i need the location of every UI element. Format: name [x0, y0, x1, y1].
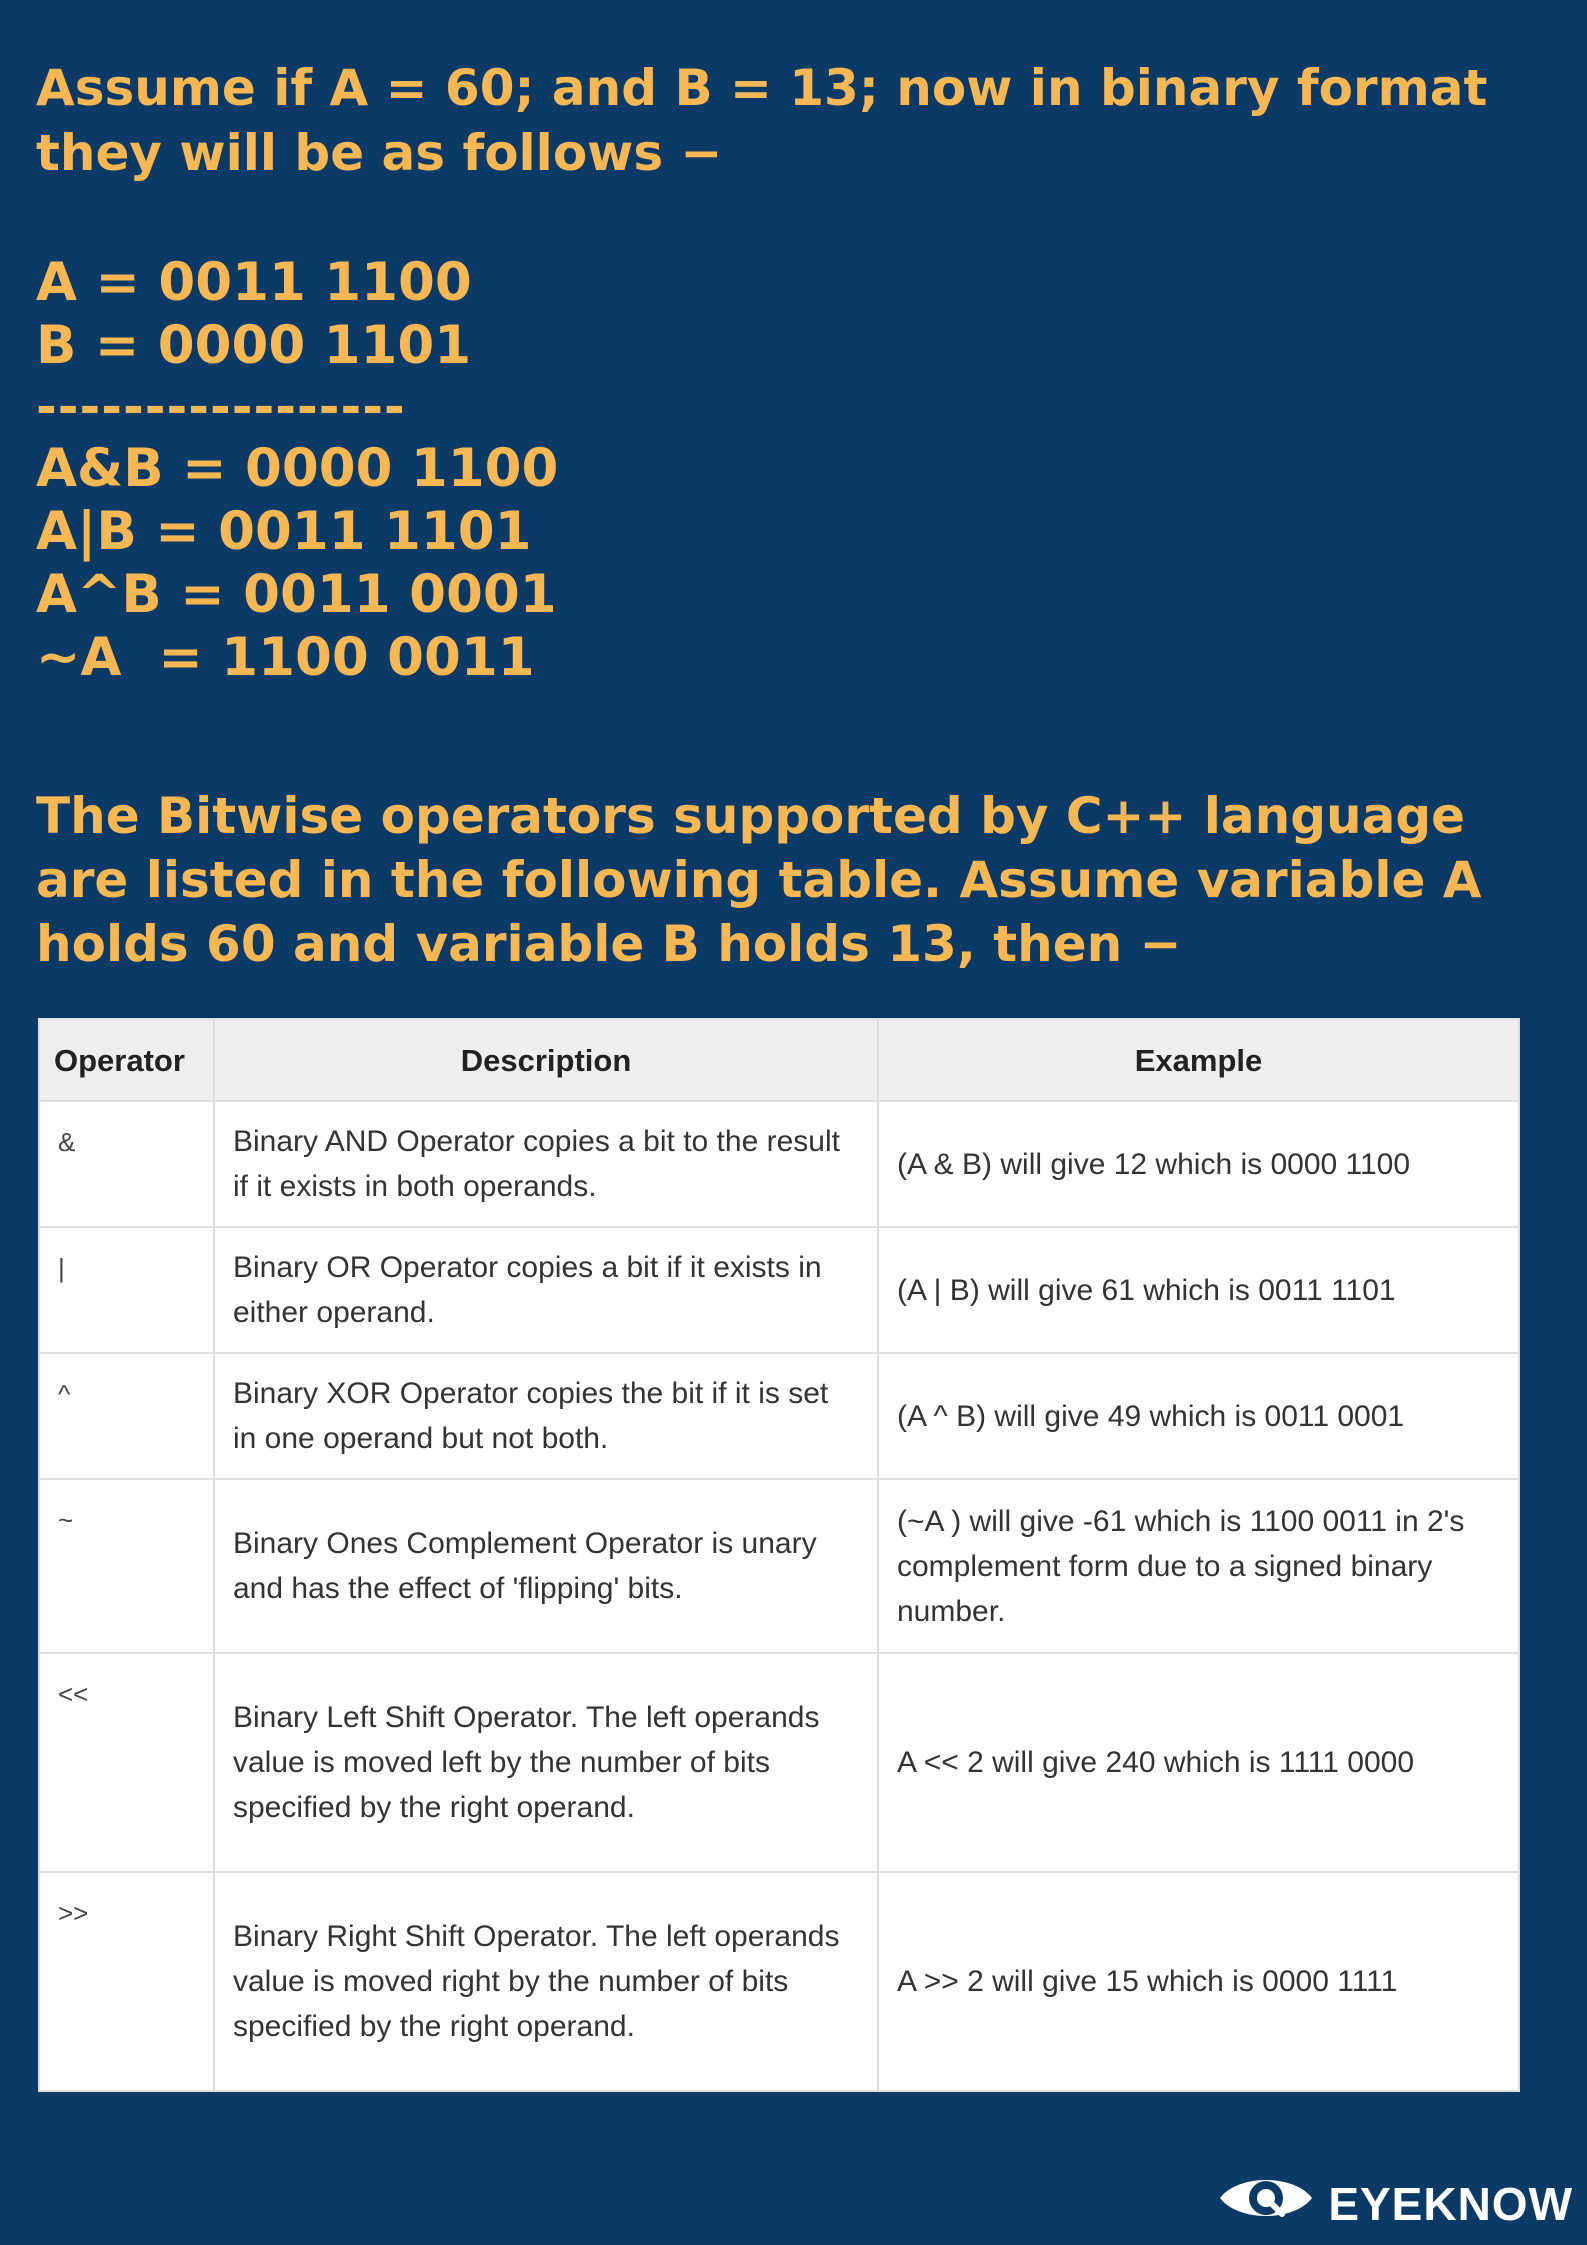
- divider-dashes: -----------------: [36, 378, 406, 436]
- intro-block: [36, 56, 1566, 689]
- cell-description: Binary Right Shift Operator. The left operands value is moved right by the number of bits specified by the right operand.: [214, 1872, 878, 2091]
- header-example: Example: [878, 1019, 1519, 1101]
- cell-example: (~A ) will give -61 which is 1100 0011 in 2's complement form due to a signed binary number.: [878, 1479, 1519, 1653]
- cell-description: Binary XOR Operator copies the bit if it is set in one operand but not both.: [214, 1353, 878, 1479]
- table-row: [39, 1101, 1519, 1227]
- table-row: [39, 1872, 1519, 2091]
- cell-operator: &: [39, 1101, 214, 1227]
- cell-operator: ^: [39, 1353, 214, 1479]
- cell-example: A >> 2 will give 15 which is 0000 1111: [878, 1872, 1519, 2091]
- cell-example: (A & B) will give 12 which is 0000 1100: [878, 1101, 1519, 1227]
- cell-description: Binary Left Shift Operator. The left operands value is moved left by the number of bits specified by the right operand.: [214, 1653, 878, 1872]
- binary-not: ~A = 1100 0011: [36, 627, 535, 688]
- table-row: [39, 1653, 1519, 1872]
- spacer: [36, 186, 1566, 251]
- brand-name: EYEKNOW: [1328, 2177, 1573, 2230]
- header-description: Description: [214, 1019, 878, 1101]
- binary-and: A&B = 0000 1100: [36, 438, 559, 499]
- cell-example: (A ^ B) will give 49 which is 0011 0001: [878, 1353, 1519, 1479]
- table-row: [39, 1227, 1519, 1353]
- eye-icon: [1216, 2170, 1328, 2237]
- header-operator: Operator: [39, 1019, 214, 1101]
- binary-a: A = 0011 1100: [36, 252, 472, 313]
- table-row: [39, 1479, 1519, 1653]
- binary-xor: A^B = 0011 0001: [36, 564, 557, 625]
- cell-operator: ~: [39, 1479, 214, 1653]
- cell-operator: <<: [39, 1653, 214, 1872]
- cell-description: Binary Ones Complement Operator is unary and has the effect of 'flipping' bits.: [214, 1479, 878, 1653]
- intro-sentence: Assume if A = 60; and B = 13; now in binary format they will be as follows −: [36, 59, 1488, 182]
- binary-b: B = 0000 1101: [36, 315, 472, 376]
- brand-logo: [1216, 2170, 1573, 2237]
- cell-example: A << 2 will give 240 which is 1111 0000: [878, 1653, 1519, 1872]
- cell-description: Binary OR Operator copies a bit if it exists in either operand.: [214, 1227, 878, 1353]
- table-intro-paragraph: The Bitwise operators supported by C++ language are listed in the following table. Assume variable A holds 60 and variable B holds 13, then −: [36, 787, 1482, 973]
- cell-description: Binary AND Operator copies a bit to the result if it exists in both operands.: [214, 1101, 878, 1227]
- binary-or: A|B = 0011 1101: [36, 501, 532, 562]
- table-header-row: [39, 1019, 1519, 1101]
- cell-example: (A | B) will give 61 which is 0011 1101: [878, 1227, 1519, 1353]
- bitwise-operators-table: [38, 1018, 1520, 2092]
- cell-operator: |: [39, 1227, 214, 1353]
- table-row: [39, 1353, 1519, 1479]
- cell-operator: >>: [39, 1872, 214, 2091]
